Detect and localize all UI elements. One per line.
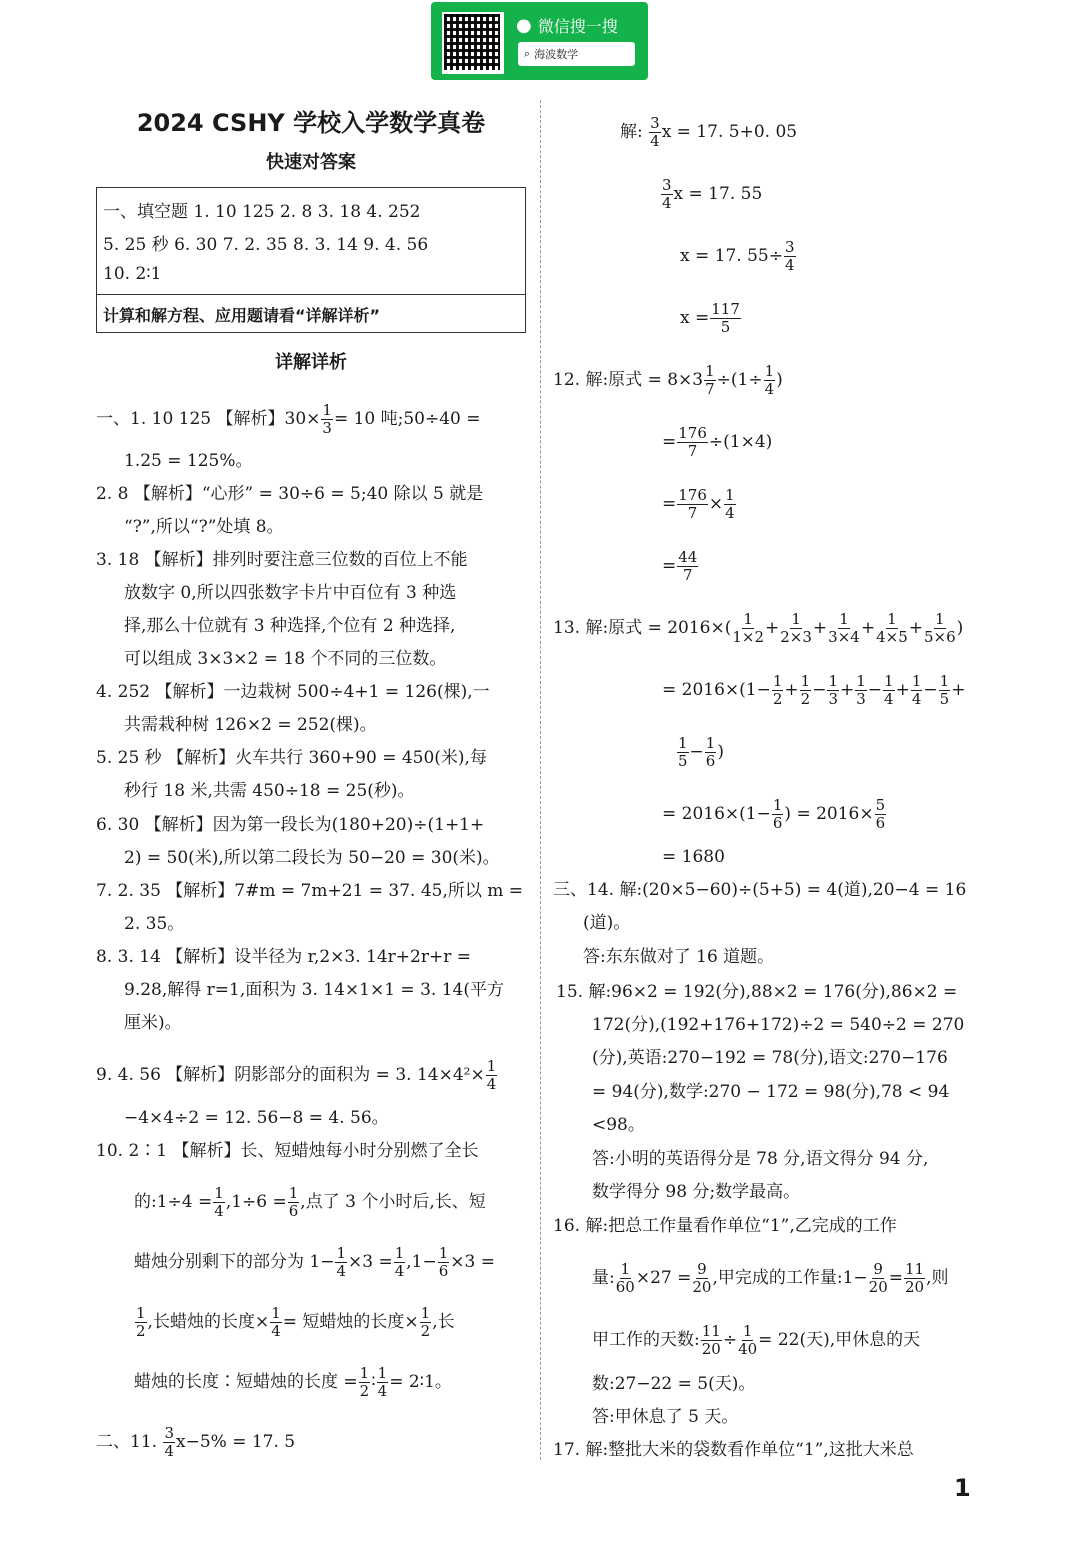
solution-line: 可以组成 3×3×2 = 18 个不同的三位数。 xyxy=(124,649,447,669)
solution-line: 答:小明的英语得分是 78 分,语文得分 94 分, xyxy=(592,1149,929,1169)
solution-line: $\frac{1}{2}$ ,长蜡烛的长度× $\frac{1}{4}$ = 短蜡烛的长度× $\frac{1}{2}$ ,长 xyxy=(136,1304,455,1340)
answer-key-row-2: 5. 25 秒 6. 30 7. 2. 35 8. 3. 14 9. 4. 56 xyxy=(103,235,429,255)
solution-line: 放数字 0,所以四张数字卡片中百位有 3 种选 xyxy=(124,583,457,603)
solution-line: 的:1÷4 = $\frac{1}{4}$ ,1÷6 = $\frac{1}{6}$ ,点了 3 个小时后,长、短 xyxy=(134,1184,486,1220)
solution-line: 9.28,解得 r=1,面积为 3. 14×1×1 = 3. 14(平方 xyxy=(124,980,504,1000)
solution-line: = $\frac{176}{7}$ ÷(1×4) xyxy=(662,424,773,460)
solution-line: 二、11. $\frac{3}{4}$ x−5% = 17. 5 xyxy=(96,1424,296,1460)
solution-line: = 2016×(1− $\frac{1}{6}$ ) = 2016× $\frac{5}{6}$ xyxy=(662,796,886,832)
answer-key-divider xyxy=(97,294,525,295)
solution-line: 三、14. 解:(20×5−60)÷(5+5) = 4(道),20−4 = 16 xyxy=(553,880,967,900)
solution-line: −4×4÷2 = 12. 56−8 = 4. 56。 xyxy=(124,1108,389,1128)
answer-key-row-1: 一、填空题 1. 10 125 2. 8 3. 18 4. 252 xyxy=(103,202,421,222)
solution-line: 6. 30 【解析】因为第一段长为(180+20)÷(1+1+ xyxy=(96,815,485,835)
solution-line: 9. 4. 56 【解析】阴影部分的面积为 = 3. 14×4²× $\frac{1}{4}$ xyxy=(96,1057,497,1093)
solution-line: 解: $\frac{3}{4}$ x = 17. 5+0. 05 xyxy=(620,114,798,150)
answer-key-box xyxy=(96,187,526,333)
solution-line: 15. 解:96×2 = 192(分),88×2 = 176(分),86×2 = xyxy=(556,982,958,1002)
solution-line: 5. 25 秒 【解析】火车共行 360+90 = 450(米),每 xyxy=(96,748,487,768)
section-title: 详解详析 xyxy=(275,352,347,373)
solution-line: 蜡烛的长度∶短蜡烛的长度 = $\frac{1}{2}$ ∶ $\frac{1}{4}$ = 2∶1。 xyxy=(134,1364,452,1400)
solution-line: 数学得分 98 分;数学最高。 xyxy=(592,1182,801,1202)
solution-line: = 1680 xyxy=(662,847,725,867)
page-number: 1 xyxy=(954,1474,971,1502)
answer-key-note: 计算和解方程、应用题请看“详解详析” xyxy=(103,306,381,325)
solution-line: 2) = 50(米),所以第二段长为 50−20 = 30(米)。 xyxy=(124,848,500,868)
solution-line: 8. 3. 14 【解析】设半径为 r,2×3. 14r+2r+r = xyxy=(96,947,471,967)
solution-line: x = 17. 55÷ $\frac{3}{4}$ xyxy=(680,238,795,274)
solution-line: 一、1. 10 125 【解析】30× $\frac{1}{3}$ = 10 吨;50÷40 = xyxy=(96,401,481,437)
wechat-icon: ● xyxy=(516,15,532,36)
solution-line: (道)。 xyxy=(583,913,631,933)
wechat-badge-title: ● 微信搜一搜 xyxy=(516,15,618,36)
solution-line: x = $\frac{117}{5}$ xyxy=(680,300,740,336)
solution-line: 甲工作的天数: $\frac{11}{20}$ ÷ $\frac{1}{40}$ = 22(天),甲休息的天 xyxy=(592,1322,921,1358)
page-title: 2024 CSHY 学校入学数学真卷 xyxy=(136,109,486,137)
solution-line: = 94(分),数学:270 − 172 = 98(分),78 < 94 xyxy=(592,1082,950,1102)
solution-line: 1.25 = 125%。 xyxy=(124,451,253,471)
solution-line: 4. 252 【解析】一边栽树 500÷4+1 = 126(棵),一 xyxy=(96,682,490,702)
solution-line: = $\frac{44}{7}$ xyxy=(662,548,698,584)
page-subtitle: 快速对答案 xyxy=(266,152,356,173)
solution-line: (分),英语:270−192 = 78(分),语文:270−176 xyxy=(592,1048,948,1068)
search-icon: ⌕ xyxy=(524,47,531,60)
answer-key-row-3: 10. 2∶1 xyxy=(103,264,162,284)
qr-code-icon xyxy=(442,12,504,74)
solution-line: 12. 解:原式 = 8×3 $\frac{1}{7}$ ÷(1÷ $\frac{1}{4}$ ) xyxy=(553,362,783,398)
solution-line: 10. 2∶1 【解析】长、短蜡烛每小时分别燃了全长 xyxy=(96,1141,479,1161)
solution-line: 蜡烛分别剩下的部分为 1− $\frac{1}{4}$ ×3 = $\frac{1}{4}$ ,1− $\frac{1}{6}$ ×3 = xyxy=(134,1244,496,1280)
solution-line: 17. 解:整批大米的袋数看作单位“1”,这批大米总 xyxy=(553,1440,914,1460)
solution-line: 2. 8 【解析】“心形” = 30÷6 = 5;40 除以 5 就是 xyxy=(96,484,484,504)
solution-line: “?”,所以“?”处填 8。 xyxy=(124,517,284,537)
solution-line: 答:甲休息了 5 天。 xyxy=(592,1407,739,1427)
solution-line: 共需栽种树 126×2 = 252(棵)。 xyxy=(124,715,377,735)
solution-line: 2. 35。 xyxy=(124,914,185,934)
solution-line: 择,那么十位就有 3 种选择,个位有 2 种选择, xyxy=(124,616,456,636)
solution-line: 172(分),(192+176+172)÷2 = 540÷2 = 270 xyxy=(592,1015,965,1035)
solution-line: $\frac{3}{4}$ x = 17. 55 xyxy=(662,176,763,212)
solution-line: = $\frac{176}{7}$ × $\frac{1}{4}$ xyxy=(662,486,735,522)
solution-line: 7. 2. 35 【解析】7#m = 7m+21 = 37. 45,所以 m = xyxy=(96,881,524,901)
solution-line: = 2016×(1− $\frac{1}{2}$ + $\frac{1}{2}$ − $\frac{1}{3}$ + $\frac{1}{3}$ − $\frac{1}{4}$ + $\frac{1}{4}$ − $\frac{1}{5}$ + xyxy=(662,672,966,708)
solution-line: $\frac{1}{5}$ − $\frac{1}{6}$ ) xyxy=(678,734,724,770)
solution-line: 秒行 18 米,共需 450÷18 = 25(秒)。 xyxy=(124,781,415,801)
solution-line: 16. 解:把总工作量看作单位“1”,乙完成的工作 xyxy=(553,1216,897,1236)
solution-line: 3. 18 【解析】排列时要注意三位数的百位上不能 xyxy=(96,550,468,570)
solution-line: 13. 解:原式 = 2016×( $\frac{1}{1\times 2}$ + $\frac{1}{2\times 3}$ + $\frac{1}{3\times 4}$ + $\frac{1}{4\times 5}$ + $\frac{1}{5\times 6}$ ) xyxy=(553,610,964,646)
solution-line: 数:27−22 = 5(天)。 xyxy=(592,1374,756,1394)
solution-line: 量: $\frac{1}{60}$ ×27 = $\frac{9}{20}$ ,甲完成的工作量:1− $\frac{9}{20}$ = $\frac{11}{20}$ ,则 xyxy=(592,1260,949,1296)
solution-line: 答:东东做对了 16 道题。 xyxy=(583,947,775,967)
column-divider xyxy=(540,100,541,1460)
wechat-search-field[interactable]: ⌕ 海波数学 xyxy=(518,42,635,66)
solution-line: <98。 xyxy=(592,1115,645,1135)
solution-line: 厘米)。 xyxy=(124,1013,182,1033)
